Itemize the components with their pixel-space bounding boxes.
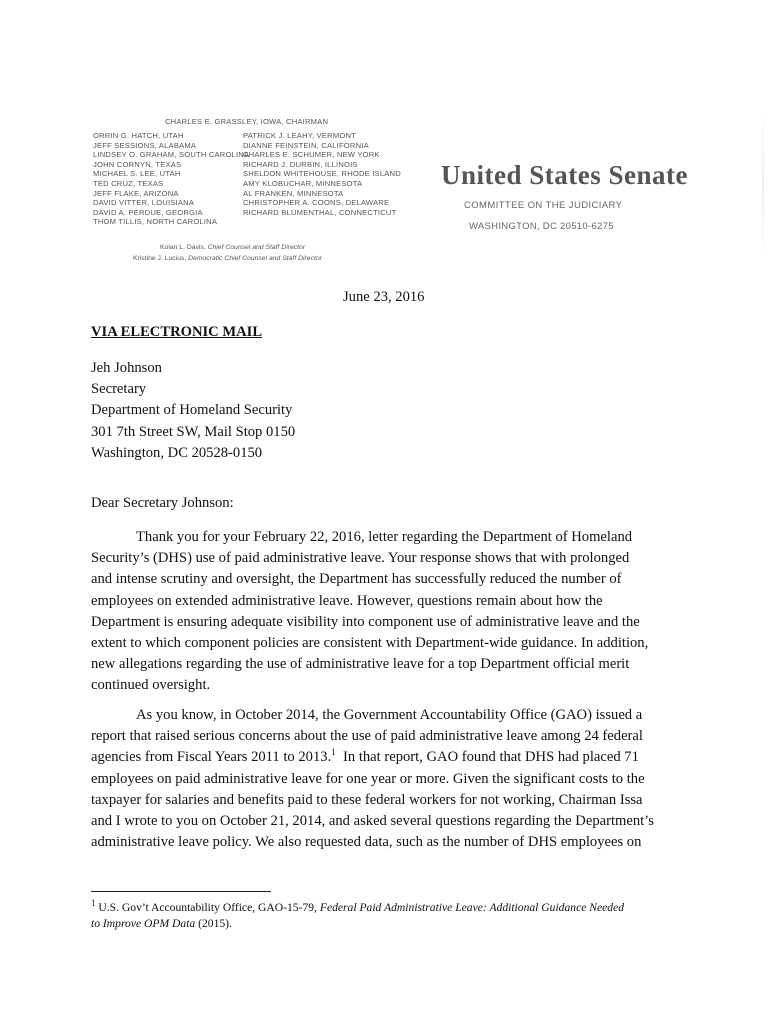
recipient-line: 301 7th Street SW, Mail Stop 0150 xyxy=(91,423,296,440)
member-name: DAVID VITTER, LOUISIANA xyxy=(93,198,195,208)
member-name: THOM TILLIS, NORTH CAROLINA xyxy=(93,217,218,227)
member-name: ORRIN G. HATCH, UTAH xyxy=(93,131,184,140)
paragraph-line: Security’s (DHS) use of paid administrative leave. Your response shows that with prolonged xyxy=(91,550,630,567)
recipient-line: Department of Homeland Security xyxy=(91,402,293,419)
letter-date: June 23, 2016 xyxy=(343,289,425,305)
member-name: SHELDON WHITEHOUSE, RHODE ISLAND xyxy=(243,169,401,179)
member-name: AMY KLOBUCHAR, MINNESOTA xyxy=(243,178,363,188)
footnote-number: 1 xyxy=(91,898,96,909)
footnote-line xyxy=(91,900,681,916)
footnote xyxy=(91,900,681,932)
footnote-line xyxy=(91,916,681,932)
democratic-chief-counsel xyxy=(133,255,322,262)
paragraph-line-part: In that report, GAO found that DHS had placed 71 xyxy=(343,749,639,766)
minority-members xyxy=(243,131,401,217)
member-name: JOHN CORNYN, TEXAS xyxy=(93,159,182,169)
member-name: DIANNE FEINSTEIN, CALIFORNIA xyxy=(243,140,369,150)
footnote-citation: U.S. Gov’t Accountability Office, GAO-15-79, xyxy=(98,901,317,914)
counsel-title: Democratic Chief Counsel and Staff Director xyxy=(188,255,322,262)
member-name: TED CRUZ, TEXAS xyxy=(93,178,164,188)
recipient-line: Jeh Johnson xyxy=(91,360,162,376)
salutation: Dear Secretary Johnson: xyxy=(91,495,234,511)
paragraph-line: report that raised serious concerns about the use of paid administrative leave among 24 federal xyxy=(91,728,643,745)
paragraph-line: and intense scrutiny and oversight, the Department has successfully reduced the number of xyxy=(91,571,622,588)
footnote-reference[interactable]: 1 xyxy=(331,747,336,758)
paragraph-line: As you know, in October 2014, the Government Accountability Office (GAO) issued a xyxy=(136,707,643,723)
member-name: RICHARD J. DURBIN, ILLINOIS xyxy=(243,159,358,169)
scan-edge xyxy=(762,110,764,260)
paragraph-line-part: agencies from Fiscal Years 2011 to 2013. xyxy=(91,749,332,766)
member-name: JEFF FLAKE, ARIZONA xyxy=(93,188,179,198)
recipient-block xyxy=(91,358,295,464)
paragraph-line: employees on paid administrative leave for one year or more. Given the significant costs to the xyxy=(91,770,645,787)
paragraph-line: extent to which component policies are consistent with Department-wide guidance. In addition, xyxy=(91,635,649,652)
paragraph-line: new allegations regarding the use of administrative leave for a top Department official merit xyxy=(91,656,630,673)
paragraph-line xyxy=(91,747,681,768)
paragraph-1 xyxy=(91,527,681,697)
paragraph-line: continued oversight. xyxy=(91,677,211,694)
counsel-title: Chief Counsel and Staff Director xyxy=(207,244,306,251)
member-name: JEFF SESSIONS, ALABAMA xyxy=(93,140,197,150)
chairman-line: CHARLES E. GRASSLEY, IOWA, CHAIRMAN xyxy=(165,117,329,126)
committee-address: WASHINGTON, DC 20510-6275 xyxy=(469,221,614,232)
footnote-divider xyxy=(91,891,271,892)
member-name: PATRICK J. LEAHY, VERMONT xyxy=(243,131,357,140)
paragraph-line: administrative leave policy. We also requested data, such as the number of DHS employees on xyxy=(91,834,642,851)
paragraph-line: Thank you for your February 22, 2016, letter regarding the Department of Homeland xyxy=(136,529,633,545)
majority-members xyxy=(93,131,249,227)
paragraph-2 xyxy=(91,705,681,853)
senate-wordmark: United States Senate xyxy=(441,160,688,190)
recipient-line: Secretary xyxy=(91,381,147,398)
member-name: DAVID A. PERDUE, GEORGIA xyxy=(93,207,203,217)
counsel-name: Kolan L. Davis, xyxy=(160,244,206,251)
member-name: LINDSEY O. GRAHAM, SOUTH CAROLINA xyxy=(93,150,250,160)
letterhead xyxy=(0,0,770,275)
paragraph-line: and I wrote to you on October 21, 2014, and asked several questions regarding the Department’s xyxy=(91,813,654,830)
paragraph-line: taxpayer for salaries and benefits paid to these federal workers for not working, Chairman Issa xyxy=(91,791,643,808)
footnote-year: (2015). xyxy=(198,917,232,930)
member-name: CHRISTOPHER A. COONS, DELAWARE xyxy=(243,198,390,208)
member-name: RICHARD BLUMENTHAL, CONNECTICUT xyxy=(243,207,397,217)
paragraph-line: employees on extended administrative leave. However, questions remain about how the xyxy=(91,592,603,609)
committee-name: COMMITTEE ON THE JUDICIARY xyxy=(464,200,623,211)
footnote-title: to Improve OPM Data xyxy=(91,917,196,930)
member-name: CHARLES E. SCHUMER, NEW YORK xyxy=(243,150,380,160)
recipient-line: Washington, DC 20528-0150 xyxy=(91,444,263,461)
member-name: AL FRANKEN, MINNESOTA xyxy=(243,188,344,198)
chief-counsel xyxy=(160,244,305,251)
paragraph-line: Department is ensuring adequate visibility into component use of administrative leave and the xyxy=(91,613,640,630)
footnote-title: Federal Paid Administrative Leave: Additional Guidance Needed xyxy=(319,901,625,914)
counsel-name: Kristine J. Lucius, xyxy=(133,255,187,262)
member-name: MICHAEL S. LEE, UTAH xyxy=(93,169,181,179)
delivery-method: VIA ELECTRONIC MAIL xyxy=(91,324,263,340)
